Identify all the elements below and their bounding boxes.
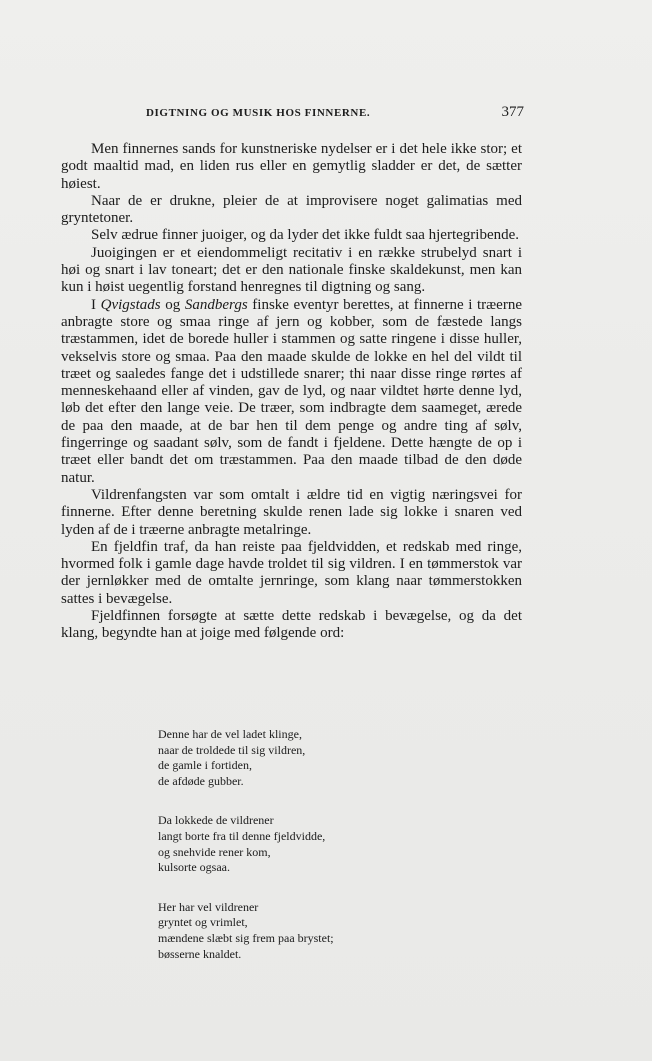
poem (158, 727, 478, 986)
paragraph (61, 193, 522, 228)
text-run: Selv ædrue finner juoiger, og da lyder det ikke fuldt saa hjertegribende. (91, 227, 520, 244)
verse-line: mændene slæbt sig frem paa brystet; (158, 930, 334, 945)
verse-line: og snehvide rener kom, (158, 844, 271, 859)
verse-line: de afdøde gubber. (158, 773, 244, 788)
paragraph (61, 487, 522, 539)
verse-line: kulsorte ogsaa. (158, 860, 230, 875)
paragraph (61, 608, 522, 643)
verse-line: naar de troldede til sig vildren, (158, 742, 306, 757)
text-run: I (91, 296, 101, 313)
author-name-qvigstad: Qvigstads (100, 296, 161, 313)
paragraph (61, 245, 522, 297)
text-run: Fjeldfinnen forsøgte at sætte dette redskab i bevægelse, og da det klang, begyndte han at joige med følgende ord: (61, 608, 522, 642)
text-run: Juoigingen er et eiendommeligt recitativ i en række strubelyd snart i høi og snart i lav toneart; det er den nationale finske skaldekunst, men kan kun i høist uegentlig forstand henregnes til digtning og sang. (61, 244, 522, 296)
poem-stanza (158, 727, 478, 789)
verse-line: bøsserne knaldet. (158, 946, 242, 961)
text-run: En fjeldfin traf, da han reiste paa fjeldvidden, et redskab med ringe, hvormed folk i gamle dage havde troldet til sig vildren. I en tømmerstok var der jernløkker med de omtalte jernringe, som klang naar tømmerstokken sattes i bevægelse. (61, 538, 522, 607)
page-header (146, 104, 524, 127)
text-run: Naar de er drukne, pleier de at improvisere noget galimatias med gryntetoner. (61, 192, 522, 227)
text-run: Men finnernes sands for kunstneriske nydelser er i det hele ikke stor; et godt maaltid mad, en liden rus eller en gemytlig sladder er det, de sætter høiest. (61, 141, 522, 192)
verse-line: Denne har de vel ladet klinge, (158, 727, 302, 741)
paragraph (61, 297, 522, 487)
verse-line: gryntet og vrimlet, (158, 915, 248, 930)
paragraph (61, 539, 522, 608)
author-name-sandberg: Sandbergs (184, 296, 248, 313)
verse-line: Da lokkede de vildrener (158, 813, 274, 828)
text-run: finske eventyr berettes, at finnerne i træerne anbragte store og smaa ringe af jern og kobber, som de fæstede langs træstammen, idet de borede huller i stammen og satte ringene i disse huller, vekselvis store og smaa. Paa den maade skulde de lokke en hel del vildt til træet og saaledes fange det i udstillede snarer; thi naar disse ringe rørtes af menneskehaand eller af vinden, gav de lyd, og naar vildtet hørte denne lyd, løb det efter den lange veie. De træer, som indbragte dem saameget, ærede de paa den maade, at de bar hen til dem penge og andre ting af sølv, fingerringe og saadant sølv, som de fandt i fjeldene. Dette hængte de op i træet eller bandt det om træstammen. Paa den maade tilbad de den døde natur. (61, 296, 522, 486)
page-number: 377 (501, 104, 524, 120)
verse-line: langt borte fra til denne fjeldvidde, (158, 828, 326, 843)
paragraph (61, 227, 522, 244)
text-run: Vildrenfangsten var som omtalt i ældre tid en vigtig næringsvei for finnerne. Efter denne beretning skulde renen lade sig lokke i snaren ved lyden af de i træerne anbragte metalringe. (61, 486, 522, 538)
poem-stanza (158, 813, 478, 875)
verse-line: de gamle i fortiden, (158, 758, 252, 773)
text-run: og (160, 296, 185, 313)
body-text (61, 141, 522, 643)
poem-stanza (158, 900, 478, 962)
paragraph (61, 141, 522, 193)
running-title: DIGTNING OG MUSIK HOS FINNERNE. (146, 107, 371, 119)
verse-line: Her har vel vildrener (158, 899, 259, 914)
